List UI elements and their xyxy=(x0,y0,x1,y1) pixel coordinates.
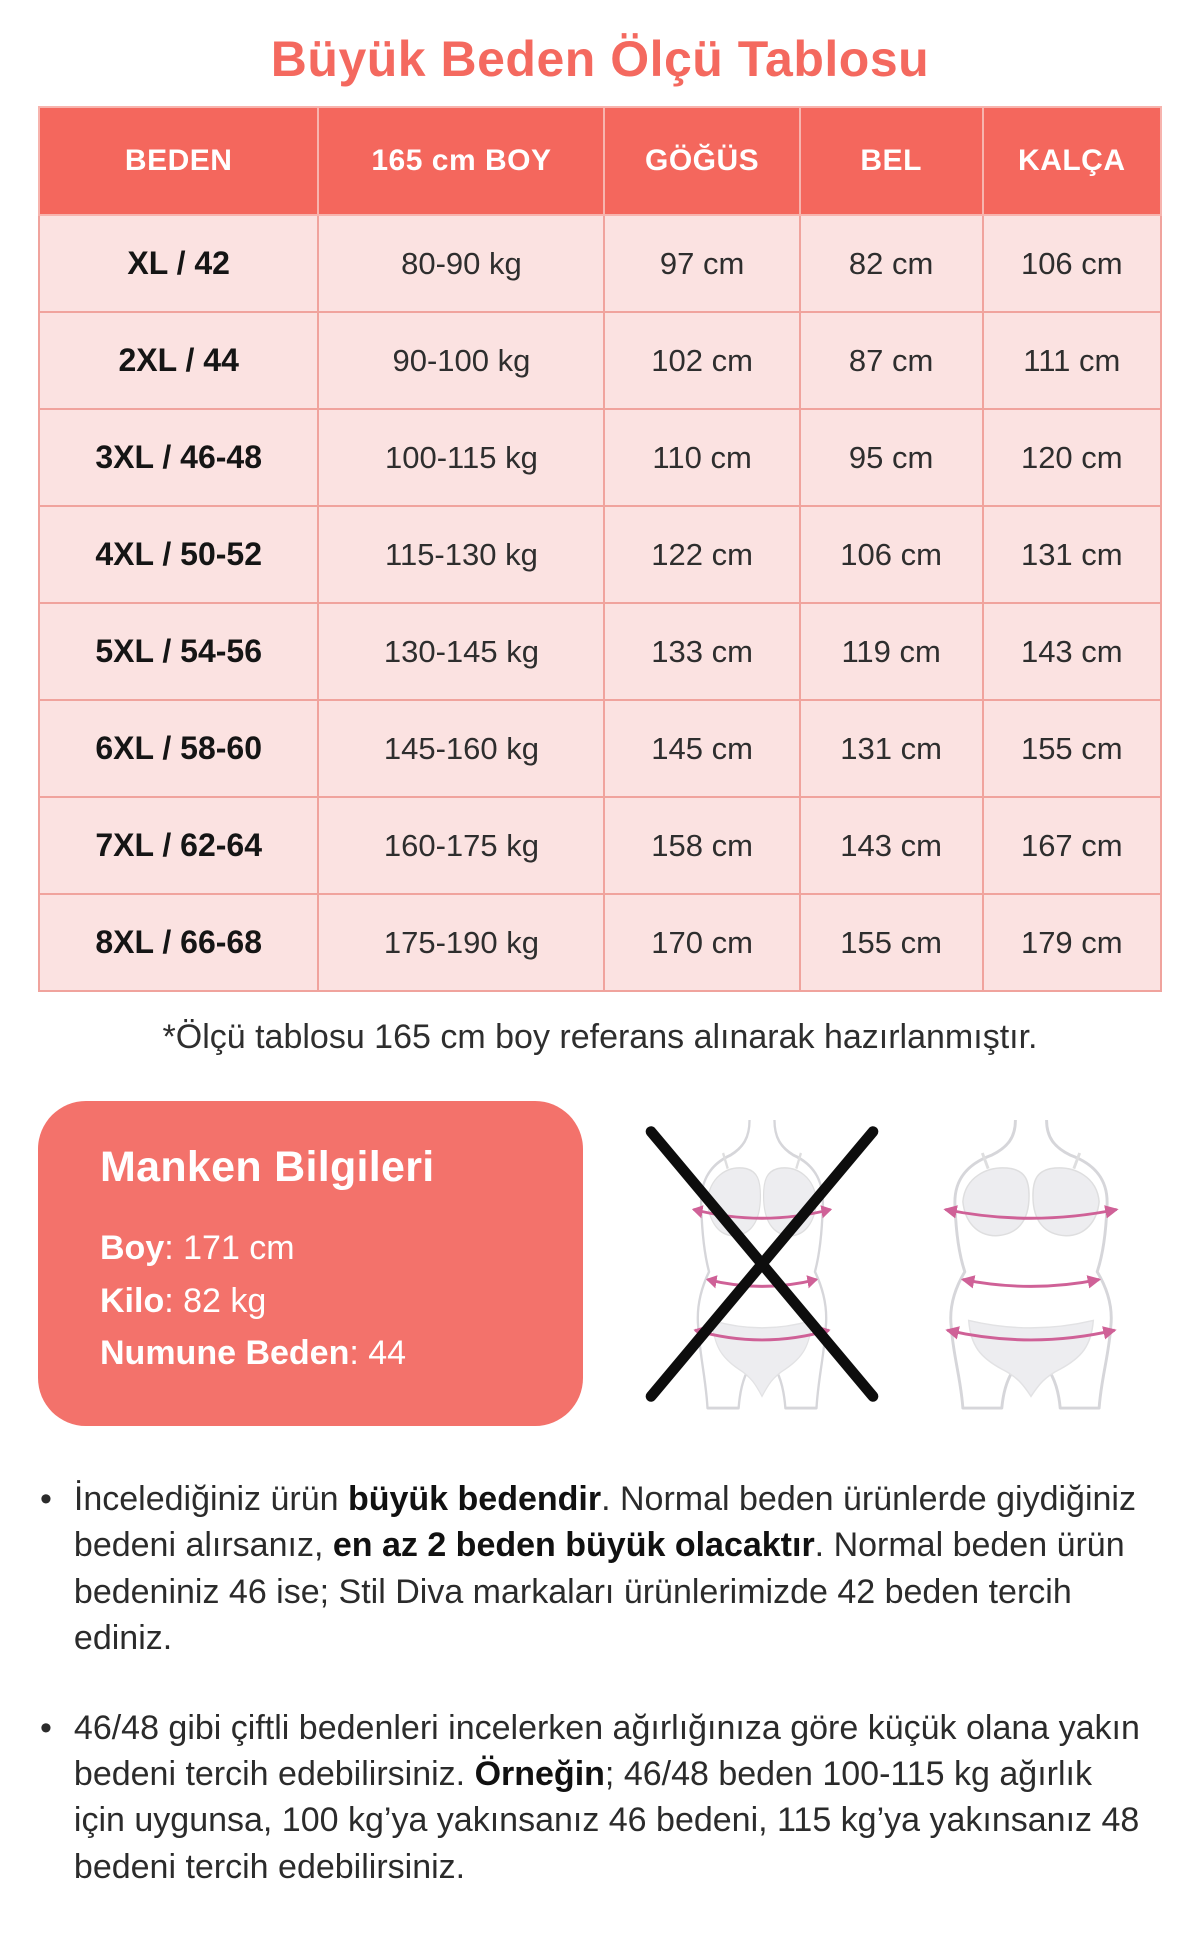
measure-cell: 170 cm xyxy=(604,894,799,991)
measurement-figures xyxy=(643,1118,1162,1410)
column-header-boy: 165 cm BOY xyxy=(318,107,604,215)
table-row xyxy=(39,603,1161,700)
table-row xyxy=(39,409,1161,506)
model-info-field: Kilo: 82 kg xyxy=(100,1281,267,1320)
bullet-text: İncelediğiniz ürün büyük bedendir. Normal beden ürünlerde giydiğiniz bedeni alırsanız, en az 2 beden büyük olacaktır. Normal beden ürün bedeniniz 46 ise; Stil Diva markaları ürünlerimizde 42 beden tercih ediniz. xyxy=(73,1480,1136,1657)
column-header-gogus: GÖĞÜS xyxy=(604,107,799,215)
size-cell: 3XL / 46-48 xyxy=(39,409,318,506)
size-table-header xyxy=(39,107,1161,215)
column-header-beden: BEDEN xyxy=(39,107,318,215)
model-field-label: Kilo xyxy=(100,1281,165,1320)
bullet-dot: • xyxy=(40,1709,52,1747)
bullet-text: 46/48 gibi çiftli bedenleri incelerken ağırlığınıza göre küçük olana yakın bedeni tercih edebilirsiniz. Örneğin; 46/48 beden 100-115 kg ağırlık için uygunsa, 100 kg’ya yakınsanız 46 bedeni, 115 kg’ya yakınsanız 48 bedeni tercih edebilirsiniz. xyxy=(73,1709,1140,1886)
size-cell: 7XL / 62-64 xyxy=(39,797,318,894)
table-row xyxy=(39,797,1161,894)
measure-cell: 145-160 kg xyxy=(318,700,604,797)
measure-cell: 167 cm xyxy=(983,797,1161,894)
table-header-row xyxy=(39,107,1161,215)
measure-cell: 130-145 kg xyxy=(318,603,604,700)
slim-body-crossed-icon xyxy=(643,1118,881,1410)
measure-cell: 160-175 kg xyxy=(318,797,604,894)
size-cell: XL / 42 xyxy=(39,215,318,312)
table-row xyxy=(39,506,1161,603)
measure-cell: 133 cm xyxy=(604,603,799,700)
size-cell: 5XL / 54-56 xyxy=(39,603,318,700)
measure-cell: 155 cm xyxy=(800,894,983,991)
column-header-bel: BEL xyxy=(800,107,983,215)
model-info-title: Manken Bilgileri xyxy=(100,1143,435,1191)
table-row xyxy=(39,700,1161,797)
info-bullet-item xyxy=(40,1705,1140,1890)
measure-cell: 143 cm xyxy=(983,603,1161,700)
size-cell: 6XL / 58-60 xyxy=(39,700,318,797)
measure-cell: 131 cm xyxy=(983,506,1161,603)
model-info-section xyxy=(0,1101,1200,1426)
measure-cell: 102 cm xyxy=(604,312,799,409)
model-field-label: Numune Beden xyxy=(100,1334,350,1373)
measure-cell: 122 cm xyxy=(604,506,799,603)
table-footnote: *Ölçü tablosu 165 cm boy referans alınarak hazırlanmıştır. xyxy=(162,1018,1038,1056)
table-row xyxy=(39,215,1161,312)
measure-cell: 175-190 kg xyxy=(318,894,604,991)
measure-cell: 82 cm xyxy=(800,215,983,312)
measure-cell: 111 cm xyxy=(983,312,1161,409)
size-cell: 8XL / 66-68 xyxy=(39,894,318,991)
measure-cell: 119 cm xyxy=(800,603,983,700)
size-table-section xyxy=(0,106,1200,992)
measure-cell: 131 cm xyxy=(800,700,983,797)
measure-cell: 179 cm xyxy=(983,894,1161,991)
measure-cell: 143 cm xyxy=(800,797,983,894)
size-cell: 4XL / 50-52 xyxy=(39,506,318,603)
measure-cell: 106 cm xyxy=(800,506,983,603)
table-row xyxy=(39,894,1161,991)
model-info-field: Boy: 171 cm xyxy=(100,1229,295,1267)
info-notes-list xyxy=(40,1476,1140,1890)
model-field-label: Boy xyxy=(100,1229,165,1267)
model-info-field: Numune Beden: 44 xyxy=(100,1334,407,1373)
measure-cell: 155 cm xyxy=(983,700,1161,797)
measure-cell: 80-90 kg xyxy=(318,215,604,312)
measure-cell: 158 cm xyxy=(604,797,799,894)
measure-cell: 90-100 kg xyxy=(318,312,604,409)
page-title: Büyük Beden Ölçü Tablosu xyxy=(270,31,930,87)
size-cell: 2XL / 44 xyxy=(39,312,318,409)
size-table xyxy=(38,106,1162,992)
measure-cell: 145 cm xyxy=(604,700,799,797)
info-bullet-item xyxy=(40,1476,1140,1661)
size-table-body xyxy=(39,215,1161,991)
model-info-card xyxy=(38,1101,583,1426)
measure-cell: 120 cm xyxy=(983,409,1161,506)
plus-body-icon xyxy=(912,1118,1150,1410)
bullet-dot: • xyxy=(40,1480,52,1519)
column-header-kalca: KALÇA xyxy=(983,107,1161,215)
model-info-fields xyxy=(100,1222,583,1380)
measure-cell: 110 cm xyxy=(604,409,799,506)
measure-cell: 87 cm xyxy=(800,312,983,409)
table-row xyxy=(39,312,1161,409)
measure-cell: 115-130 kg xyxy=(318,506,604,603)
measure-cell: 95 cm xyxy=(800,409,983,506)
measure-cell: 106 cm xyxy=(983,215,1161,312)
measure-cell: 97 cm xyxy=(604,215,799,312)
measure-cell: 100-115 kg xyxy=(318,409,604,506)
